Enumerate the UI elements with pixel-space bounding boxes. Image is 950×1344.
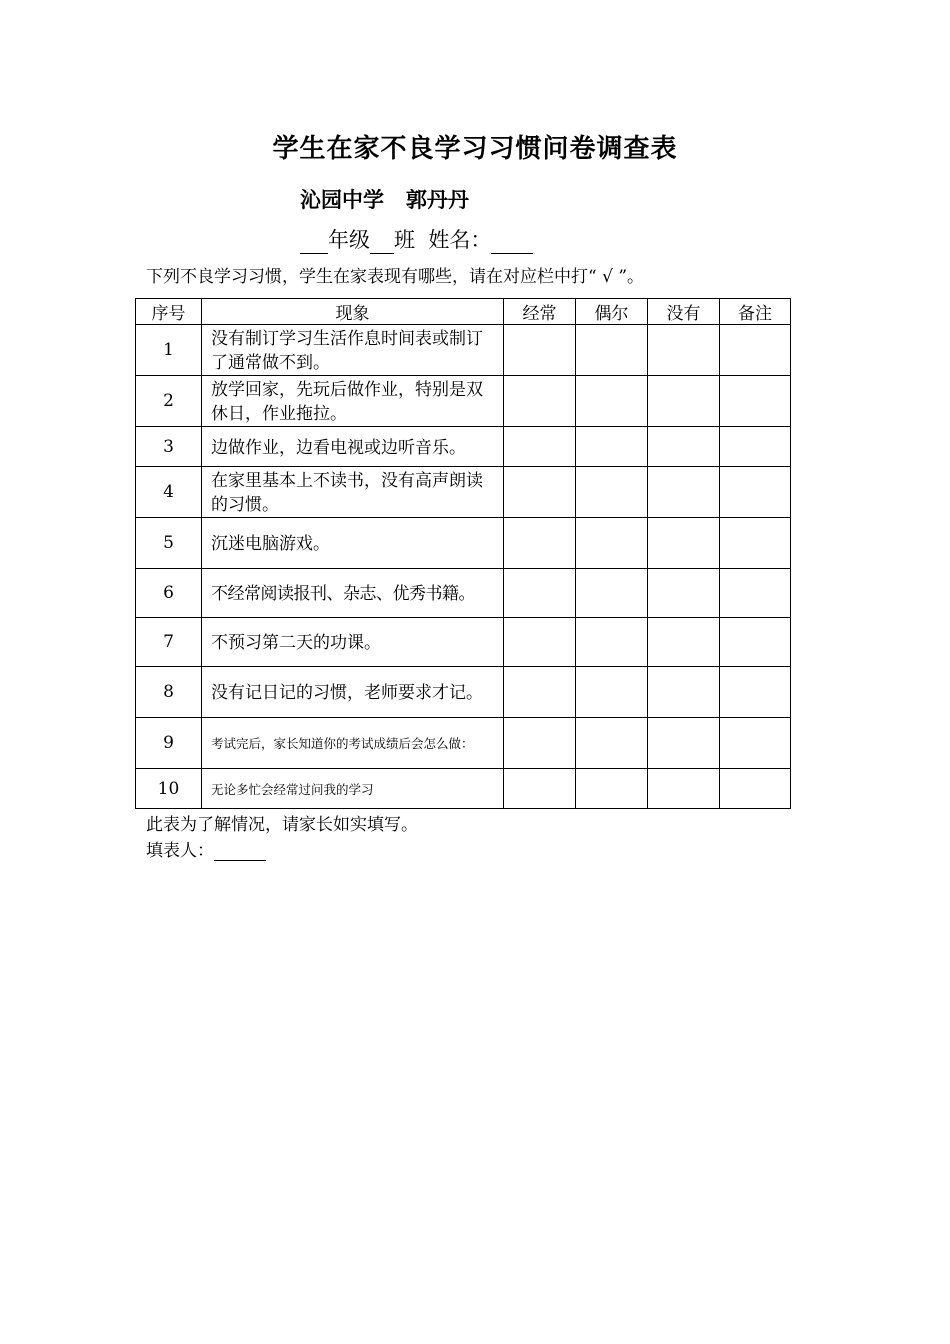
row-description: 不预习第二天的功课。 [202, 618, 504, 667]
sometimes-cell[interactable] [576, 427, 648, 467]
table-row [136, 718, 791, 769]
table-row [136, 569, 791, 618]
row-description: 在家里基本上不读书，没有高声朗读的习惯。 [202, 467, 504, 518]
remarks-cell[interactable] [720, 376, 791, 427]
table-row [136, 467, 791, 518]
never-cell[interactable] [648, 427, 720, 467]
never-cell[interactable] [648, 769, 720, 809]
remarks-cell[interactable] [720, 467, 791, 518]
row-description: 放学回家，先玩后做作业，特别是双休日，作业拖拉。 [202, 376, 504, 427]
name-blank[interactable] [491, 231, 533, 254]
often-cell[interactable] [504, 569, 576, 618]
table-row [136, 667, 791, 718]
row-number: 3 [136, 427, 202, 467]
row-number: 7 [136, 618, 202, 667]
instruction-text: 下列不良学习习惯，学生在家表现有哪些，请在对应栏中打“ √ ”。 [146, 267, 645, 287]
never-cell[interactable] [648, 518, 720, 569]
table-row [136, 427, 791, 467]
never-cell[interactable] [648, 325, 720, 376]
row-description: 无论多忙会经常过问我的学习 [202, 769, 504, 809]
often-cell[interactable] [504, 427, 576, 467]
remarks-cell[interactable] [720, 769, 791, 809]
class-blank[interactable] [370, 231, 394, 254]
name-label: 姓名： [428, 228, 492, 252]
never-cell[interactable] [648, 718, 720, 769]
never-cell[interactable] [648, 467, 720, 518]
header-remarks: 备注 [720, 299, 791, 325]
table-row [136, 769, 791, 809]
sometimes-cell[interactable] [576, 667, 648, 718]
header-seq: 序号 [136, 299, 202, 325]
sometimes-cell[interactable] [576, 518, 648, 569]
filler-line [146, 836, 266, 861]
grade-class-name-line [300, 224, 533, 254]
remarks-cell[interactable] [720, 618, 791, 667]
row-description: 边做作业，边看电视或边听音乐。 [202, 427, 504, 467]
table-row [136, 518, 791, 569]
header-never: 没有 [648, 299, 720, 325]
never-cell[interactable] [648, 667, 720, 718]
footer-note: 此表为了解情况，请家长如实填写。 [146, 815, 418, 835]
header-sometimes: 偶尔 [576, 299, 648, 325]
table-row [136, 376, 791, 427]
sometimes-cell[interactable] [576, 569, 648, 618]
sometimes-cell[interactable] [576, 718, 648, 769]
often-cell[interactable] [504, 518, 576, 569]
remarks-cell[interactable] [720, 518, 791, 569]
often-cell[interactable] [504, 467, 576, 518]
row-description: 考试完后，家长知道你的考试成绩后会怎么做： [202, 718, 504, 769]
sometimes-cell[interactable] [576, 769, 648, 809]
row-description: 没有记日记的习惯，老师要求才记。 [202, 667, 504, 718]
author-line: 沁园中学 郭丹丹 [300, 188, 469, 212]
often-cell[interactable] [504, 667, 576, 718]
often-cell[interactable] [504, 376, 576, 427]
remarks-cell[interactable] [720, 569, 791, 618]
row-number: 2 [136, 376, 202, 427]
never-cell[interactable] [648, 569, 720, 618]
grade-blank[interactable] [300, 231, 328, 254]
row-number: 4 [136, 467, 202, 518]
filler-label: 填表人： [146, 841, 214, 861]
sometimes-cell[interactable] [576, 325, 648, 376]
remarks-cell[interactable] [720, 667, 791, 718]
table-row [136, 618, 791, 667]
filler-blank[interactable] [214, 842, 266, 861]
row-number: 9 [136, 718, 202, 769]
header-phenomenon: 现象 [202, 299, 504, 325]
often-cell[interactable] [504, 718, 576, 769]
often-cell[interactable] [504, 325, 576, 376]
row-number: 5 [136, 518, 202, 569]
remarks-cell[interactable] [720, 325, 791, 376]
often-cell[interactable] [504, 618, 576, 667]
row-number: 10 [136, 769, 202, 809]
table-header-row [136, 299, 791, 325]
row-description: 不经常阅读报刊、杂志、优秀书籍。 [202, 569, 504, 618]
sometimes-cell[interactable] [576, 618, 648, 667]
row-number: 8 [136, 667, 202, 718]
table-row [136, 325, 791, 376]
remarks-cell[interactable] [720, 427, 791, 467]
row-number: 1 [136, 325, 202, 376]
remarks-cell[interactable] [720, 718, 791, 769]
sometimes-cell[interactable] [576, 467, 648, 518]
row-number: 6 [136, 569, 202, 618]
often-cell[interactable] [504, 769, 576, 809]
never-cell[interactable] [648, 618, 720, 667]
grade-label: 年级 [328, 228, 370, 252]
row-description: 没有制订学习生活作息时间表或制订了通常做不到。 [202, 325, 504, 376]
page-title: 学生在家不良学习习惯问卷调查表 [272, 134, 678, 164]
sometimes-cell[interactable] [576, 376, 648, 427]
survey-table [135, 298, 791, 809]
class-label: 班 [394, 228, 415, 252]
never-cell[interactable] [648, 376, 720, 427]
row-description: 沉迷电脑游戏。 [202, 518, 504, 569]
header-often: 经常 [504, 299, 576, 325]
